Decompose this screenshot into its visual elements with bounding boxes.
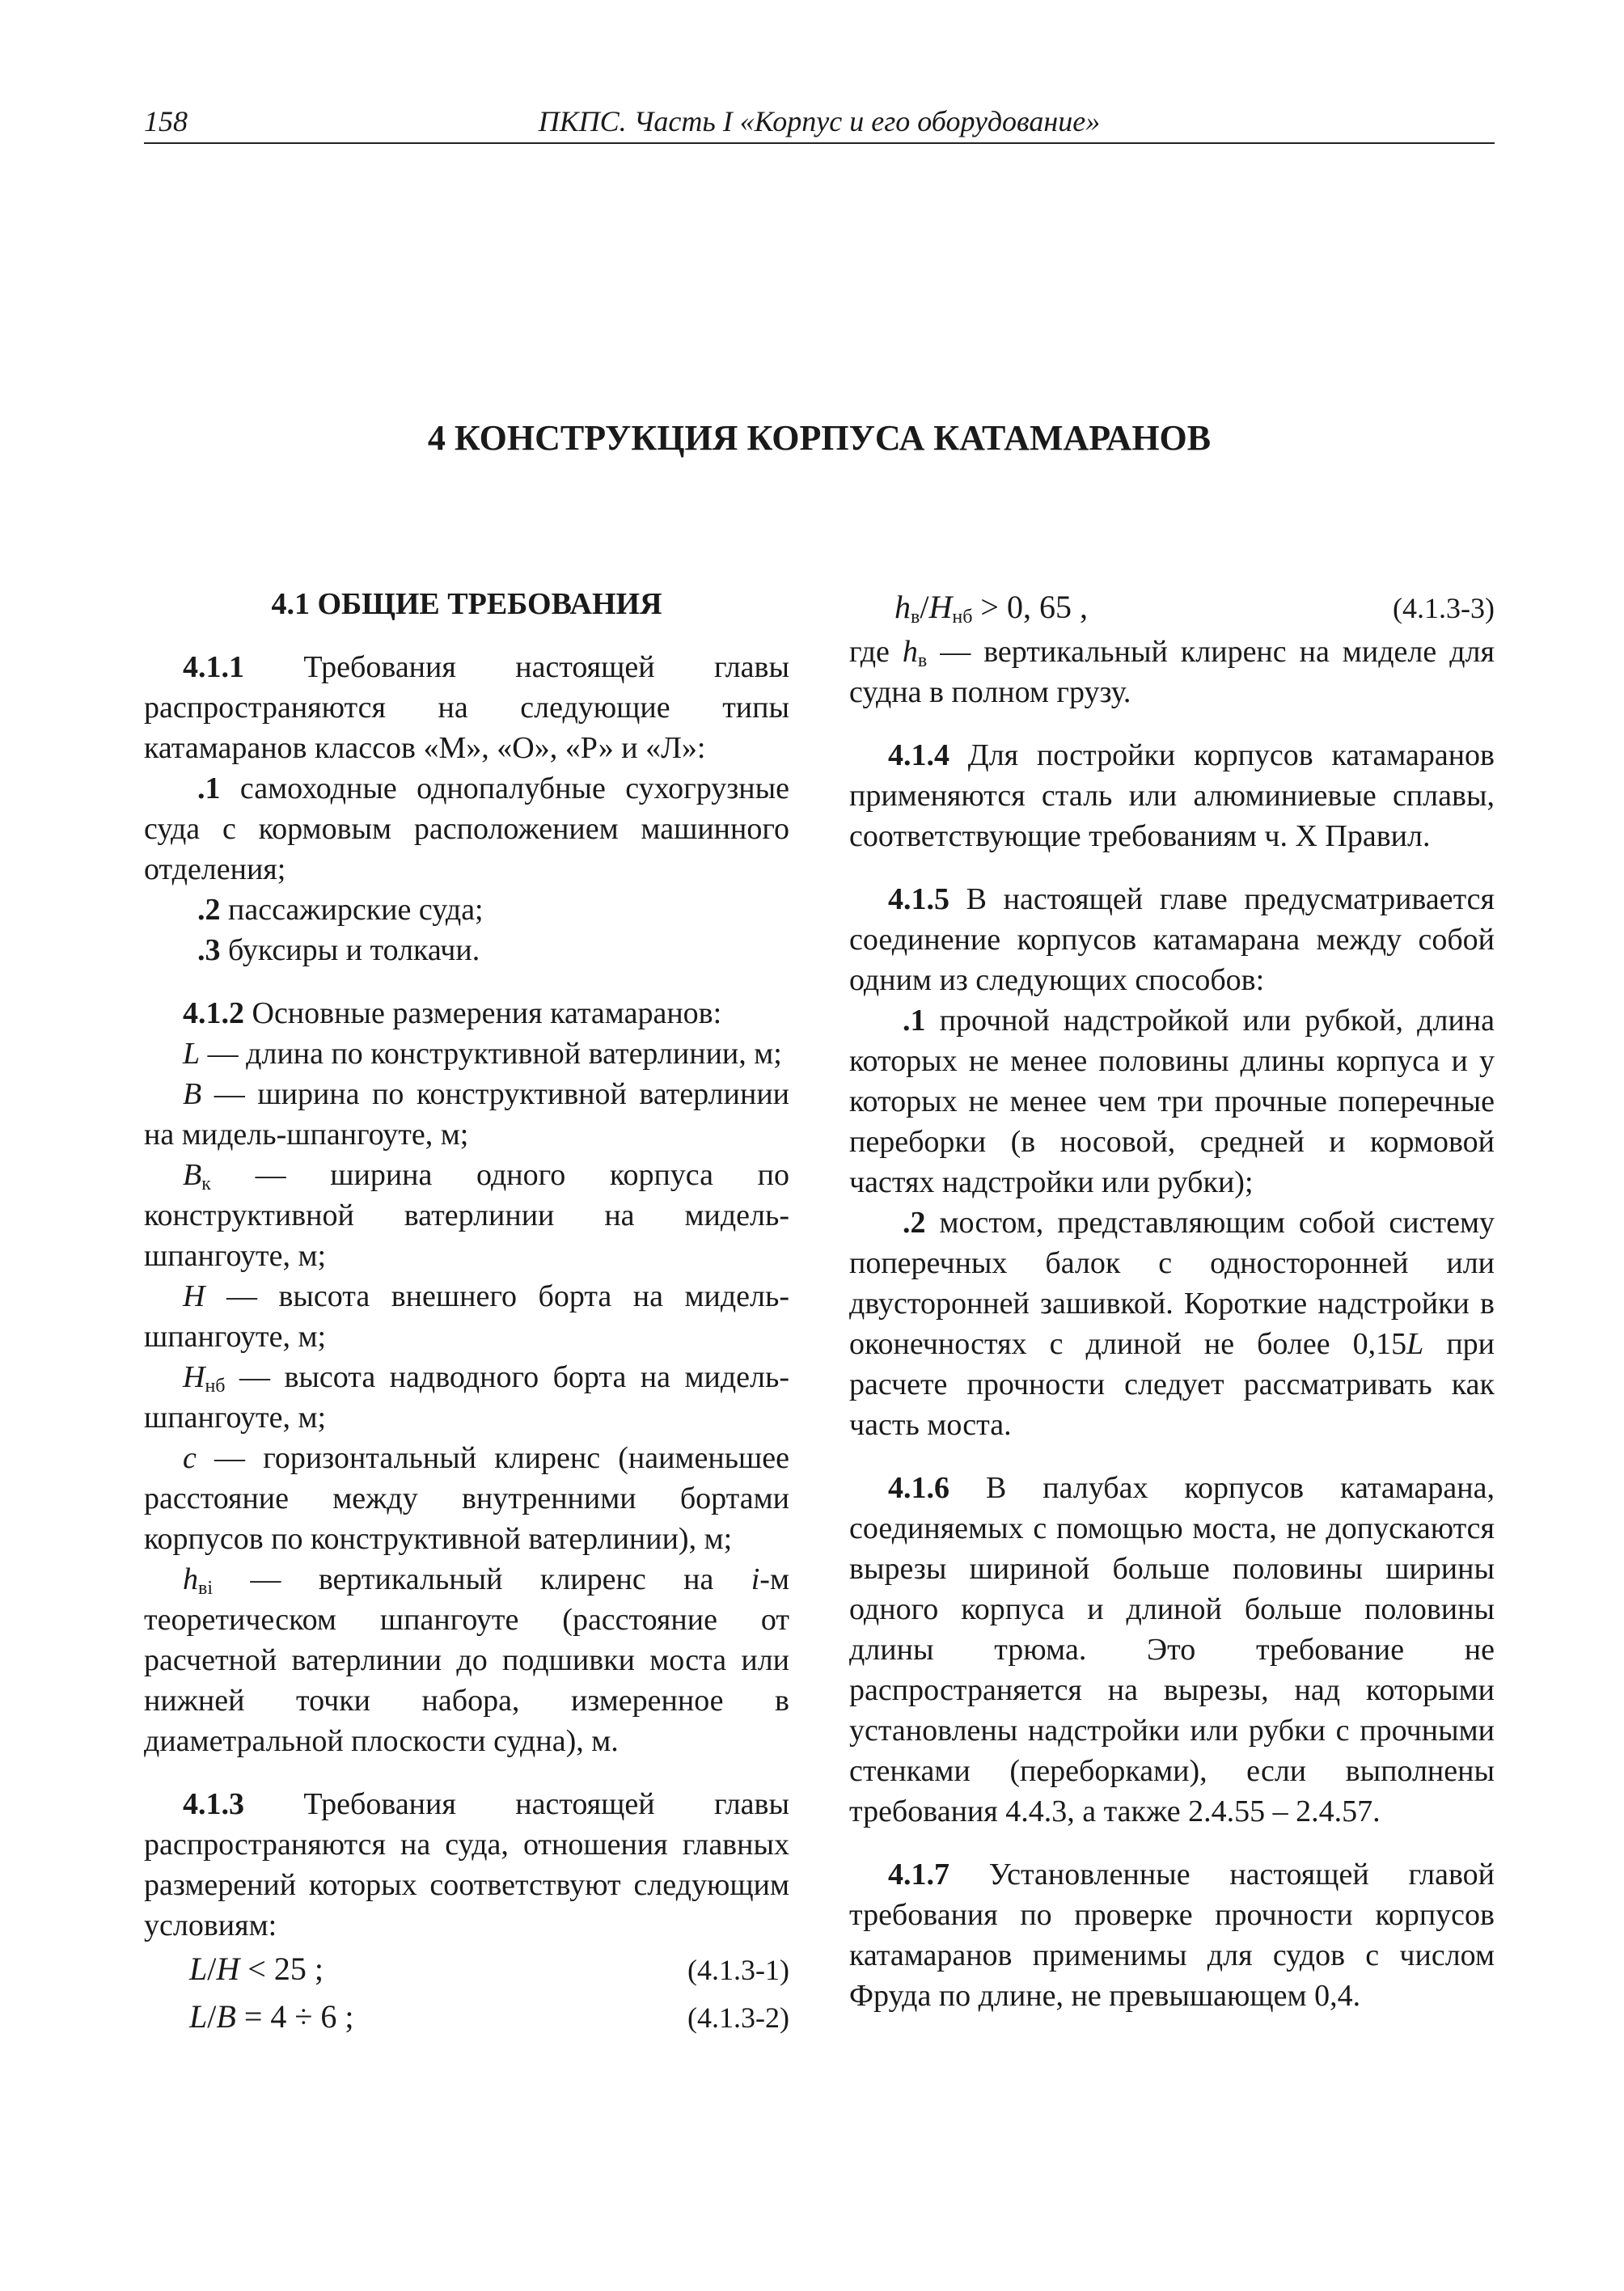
paragraph-4-1-3: 4.1.3 Требования настоящей главы распространяются на суда, отношения главных размерений которых соответствуют следующим условиям: bbox=[144, 1787, 789, 1942]
chapter-title: 4 КОНСТРУКЦИЯ КОРПУСА КАТАМАРАНОВ bbox=[427, 418, 1212, 458]
paragraph-4-1-2: 4.1.2 Основные размерения катамаранов: bbox=[183, 996, 722, 1030]
list-item: .2 мостом, представляющим собой систему поперечных балок с односторонней или двусторонней зашивкой. Короткие надстройки в оконечностях с длиной не более 0,15L при расчете прочности следует рассматривать как часть моста. bbox=[849, 1206, 1495, 1442]
symbol-definition: $H_{нб}$ — высота надводного борта на мидель-шпангоуте, м; bbox=[144, 1360, 789, 1435]
symbol-definition: c — горизонтальный клиренс (наименьшее расстояние между внутренними бортами корпусов по конструктивной ватерлинии), м; bbox=[144, 1441, 789, 1556]
symbol-definition: L — длина по конструктивной ватерлинии, м; bbox=[183, 1037, 782, 1071]
paragraph-4-1-7: 4.1.7 Установленные настоящей главой требования по проверке прочности корпусов катамаранов применимы для судов с числом Фруда по длине, не превышающем 0,4. bbox=[849, 1858, 1495, 2013]
paragraph-number: 4.1.2 bbox=[183, 996, 244, 1030]
paragraph-number: 4.1.3 bbox=[183, 1787, 244, 1821]
paragraph-4-1-6: 4.1.6 В палубах корпусов катамарана, соединяемых с помощью моста, не допускаются вырезы шириной больше половины ширины одного корпуса и длиной больше половины длины трюма. Это требование не распространяется на вырезы, над которыми установлены надстройки или рубки с прочными стенками (переборками), если выполнены требования 4.4.3, а также 2.4.55 – 2.4.57. bbox=[849, 1471, 1495, 1828]
symbol-definition: $h_{вi}$ — вертикальный клиренс на i-м теоретическом шпангоуте (расстояние от расчетной ватерлинии до подшивки моста или нижней точки набора, измеренное в диаметральной плоскости судна), м. bbox=[144, 1562, 789, 1758]
running-title: ПКПС. Часть I «Корпус и его оборудование» bbox=[538, 105, 1101, 137]
list-item: .1 самоходные однопалубные сухогрузные суда с кормовым расположением машинного отделения; bbox=[144, 771, 789, 886]
section-title: 4.1 ОБЩИЕ ТРЕБОВАНИЯ bbox=[271, 587, 662, 621]
formula: L/H < 25 ; (4.1.3-1) bbox=[144, 1946, 789, 1993]
formula: L/B = 4 ÷ 6 ; (4.1.3-2) bbox=[144, 1993, 789, 2041]
paragraph-number: 4.1.6 bbox=[888, 1471, 949, 1505]
paragraph-number: 4.1.4 bbox=[888, 738, 949, 772]
right-column bbox=[849, 584, 1495, 2016]
page-number: 158 bbox=[144, 105, 188, 137]
list-item: .2 пассажирские суда; bbox=[197, 893, 484, 927]
symbol-definition: $B_к$ — ширина одного корпуса по конструктивной ватерлинии на мидель-шпангоуте, м; bbox=[144, 1158, 789, 1273]
paragraph-number: 4.1.5 bbox=[888, 882, 949, 916]
paragraph-4-1-5: 4.1.5 В настоящей главе предусматривается соединение корпусов катамарана между собой одним из следующих способов: bbox=[849, 882, 1495, 997]
list-item: .1 прочной надстройкой или рубкой, длина которых не менее половины длины корпуса и у которых не менее чем три прочные поперечные переборки (в носовой, средней и кормовой частях надстройки или рубки); bbox=[849, 1004, 1495, 1199]
list-item: .3 буксиры и толкачи. bbox=[197, 933, 480, 967]
left-column bbox=[144, 584, 789, 2041]
formula-number: (4.1.3-2) bbox=[687, 2001, 789, 2034]
formula: $h_в/H_{нб} > 0$, 65 , (4.1.3-3) bbox=[849, 584, 1495, 632]
formula-number: (4.1.3-3) bbox=[1393, 592, 1495, 624]
symbol-definition: H — высота внешнего борта на мидель-шпангоуте, м; bbox=[144, 1279, 789, 1354]
paragraph-number: 4.1.7 bbox=[888, 1858, 949, 1892]
paragraph-4-1-4: 4.1.4 Для постройки корпусов катамаранов применяются сталь или алюминиевые сплавы, соответствующие требованиям ч. X Правил. bbox=[849, 738, 1495, 853]
formula-explanation: где $h_в$ — вертикальный клиренс на миделе для судна в полном грузу. bbox=[849, 635, 1495, 709]
paragraph-number: 4.1.1 bbox=[183, 650, 244, 684]
running-header bbox=[144, 104, 1495, 144]
formula-number: (4.1.3-1) bbox=[687, 1954, 789, 1986]
paragraph-4-1-1: 4.1.1 Требования настоящей главы распространяются на следующие типы катамаранов классов «М», «О», «Р» и «Л»: bbox=[144, 650, 789, 765]
symbol-definition: B — ширина по конструктивной ватерлинии на мидель-шпангоуте, м; bbox=[144, 1077, 789, 1152]
